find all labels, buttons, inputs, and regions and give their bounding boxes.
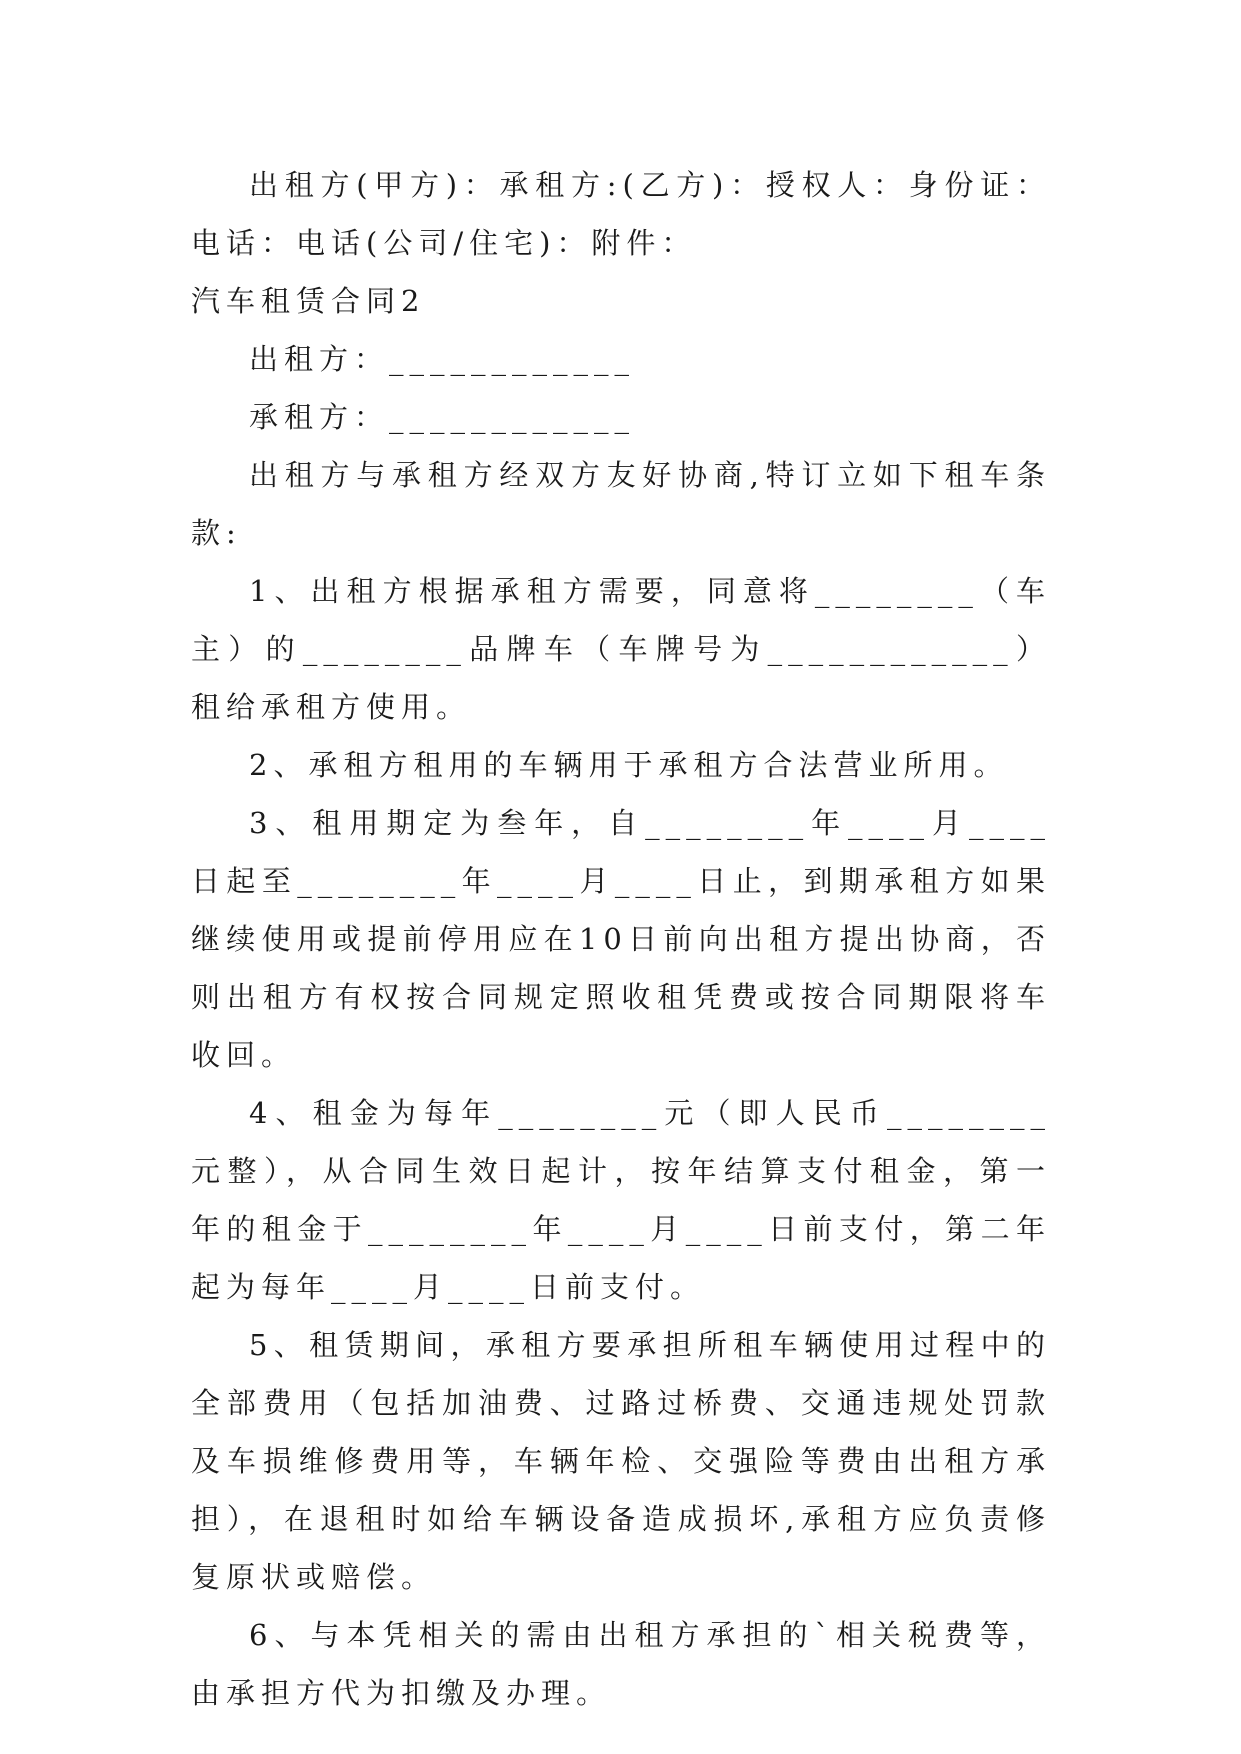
clause-1: 1、出租方根据承租方需要，同意将________（车主）的________品牌车（车牌号为____________）租给承租方使用。	[191, 574, 1051, 724]
document-body	[191, 156, 1051, 1722]
clause-4: 4、租金为每年________元（即人民币________元整），从合同生效日起计，按年结算支付租金，第一年的租金于________年____月____日前支付，第二年起为每年____月____日前支付。	[191, 1096, 1051, 1304]
clause-6: 6、与本凭相关的需由出租方承担的`相关税费等，由承担方代为扣缴及办理。	[191, 1618, 1051, 1710]
lessee-line: 承租方：____________	[249, 400, 636, 434]
clause-3: 3、租用期定为叁年，自________年____月____日起至________年____月____日止，到期承租方如果继续使用或提前停用应在10日前向出租方提出协商，否则出租方有权按合同规定照收租凭费或按合同期限将车收回。	[191, 806, 1051, 1072]
clause-2: 2、承租方租用的车辆用于承租方合法营业所用。	[249, 748, 1009, 782]
parties-header-paragraph: 出租方(甲方)：承租方:(乙方)：授权人：身份证：电话：电话(公司/住宅)：附件：	[191, 168, 1051, 260]
contract-title: 汽车租赁合同2	[191, 284, 426, 318]
intro-paragraph: 出租方与承租方经双方友好协商,特订立如下租车条款:	[191, 458, 1051, 550]
lessor-line: 出租方：____________	[249, 342, 636, 376]
clause-5: 5、租赁期间，承租方要承担所租车辆使用过程中的全部费用（包括加油费、过路过桥费、交通违规处罚款及车损维修费用等，车辆年检、交强险等费由出租方承担），在退租时如给车辆设备造成损坏,承租方应负责修复原状或赔偿。	[191, 1328, 1051, 1594]
